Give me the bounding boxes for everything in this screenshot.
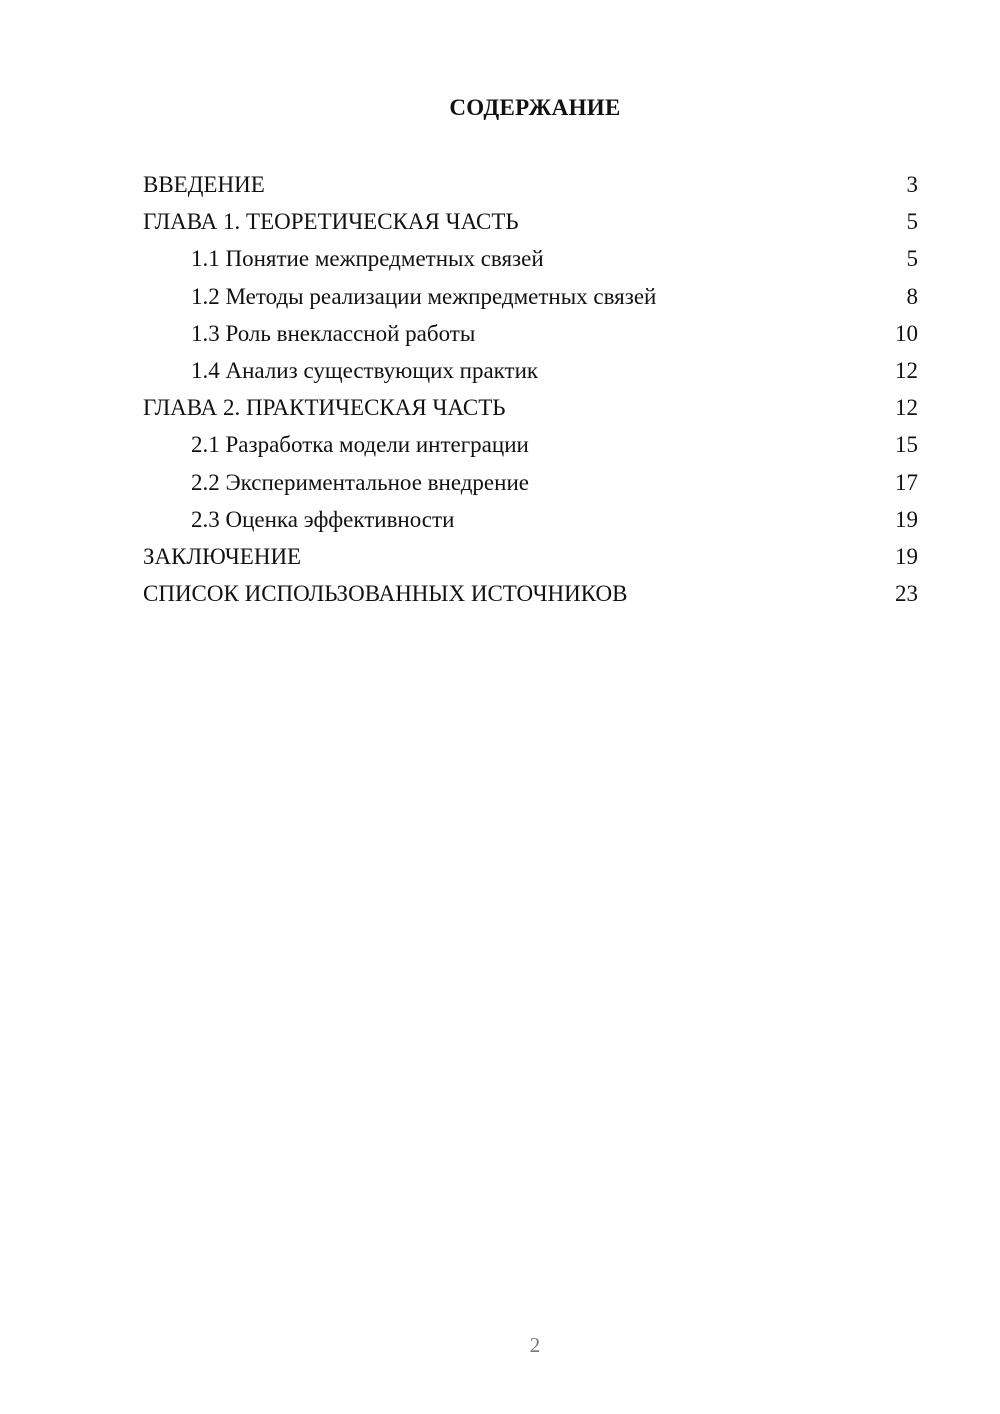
- toc-entry-page: 12: [895, 395, 918, 421]
- toc-entry-page: 5: [906, 209, 918, 235]
- toc-entry-conclusion[interactable]: [143, 538, 918, 575]
- toc-entry-section-1-1[interactable]: [143, 240, 918, 277]
- toc-entry-chapter-1[interactable]: [143, 203, 918, 240]
- toc-entry-page: 23: [895, 581, 918, 607]
- toc-entry-page: 8: [906, 283, 918, 309]
- page-number: 2: [529, 1333, 541, 1357]
- toc-entry-label: ГЛАВА 1. ТЕОРЕТИЧЕСКАЯ ЧАСТЬ: [143, 209, 519, 235]
- toc-entry-references[interactable]: [143, 575, 918, 612]
- toc-entry-label: 2.2 Экспериментальное внедрение: [191, 469, 529, 495]
- table-of-contents: [143, 166, 918, 612]
- toc-entry-page: 12: [895, 357, 918, 383]
- toc-entry-section-1-3[interactable]: [143, 315, 918, 352]
- toc-entry-label: 1.1 Понятие межпредметных связей: [191, 246, 544, 272]
- toc-entry-page: 17: [895, 469, 918, 495]
- toc-entry-section-1-4[interactable]: [143, 352, 918, 389]
- toc-entry-page: 5: [906, 246, 918, 272]
- toc-entry-label: ВВЕДЕНИЕ: [143, 172, 265, 197]
- toc-entry-section-1-2[interactable]: [143, 278, 918, 315]
- toc-entry-page: 10: [895, 320, 918, 346]
- toc-entry-section-2-1[interactable]: [143, 426, 918, 463]
- page-title: СОДЕРЖАНИЕ: [449, 95, 621, 120]
- toc-entry-section-2-2[interactable]: [143, 464, 918, 501]
- toc-entry-section-2-3[interactable]: [143, 501, 918, 538]
- toc-entry-label: 2.3 Оценка эффективности: [191, 506, 455, 532]
- toc-entry-label: ЗАКЛЮЧЕНИЕ: [143, 543, 302, 569]
- toc-entry-label: СПИСОК ИСПОЛЬЗОВАННЫХ ИСТОЧНИКОВ: [143, 581, 628, 607]
- toc-entry-label: 2.1 Разработка модели интеграции: [191, 432, 529, 458]
- toc-entry-label: ГЛАВА 2. ПРАКТИЧЕСКАЯ ЧАСТЬ: [143, 395, 506, 421]
- toc-entry-label: 1.2 Методы реализации межпредметных связей: [191, 283, 657, 309]
- toc-entry-page: 3: [906, 172, 918, 197]
- toc-entry-label: 1.3 Роль внеклассной работы: [191, 320, 476, 346]
- toc-entry-chapter-2[interactable]: [143, 389, 918, 426]
- toc-entry-page: 19: [895, 543, 918, 569]
- toc-entry-introduction[interactable]: [143, 166, 918, 203]
- toc-entry-page: 15: [895, 432, 918, 458]
- toc-entry-label: 1.4 Анализ существующих практик: [191, 357, 539, 383]
- toc-entry-page: 19: [895, 506, 918, 532]
